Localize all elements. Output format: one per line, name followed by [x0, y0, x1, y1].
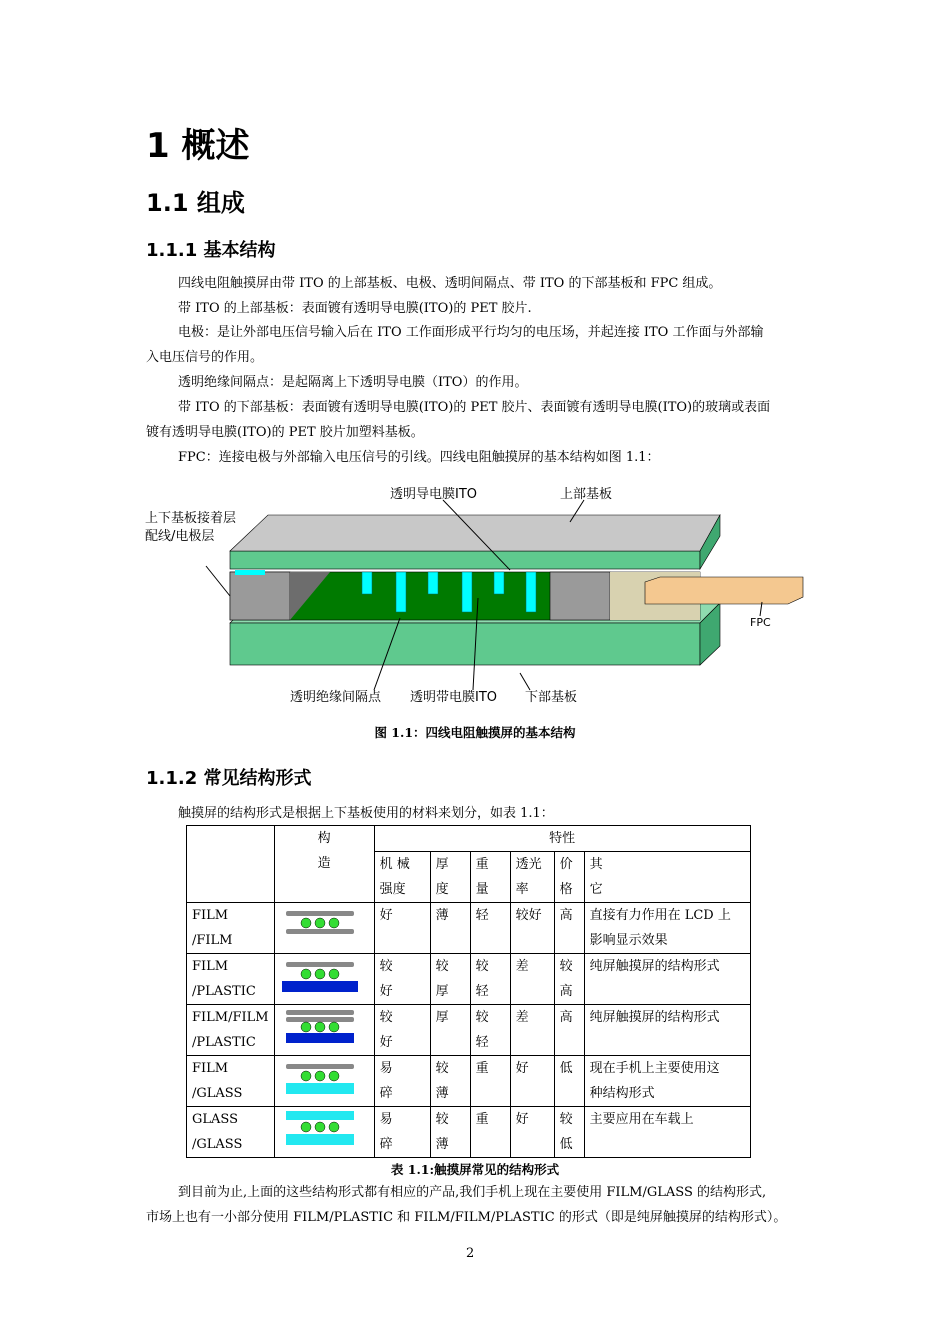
table-header-cell: 价 格	[554, 852, 584, 903]
cell: 较 薄	[430, 1056, 470, 1107]
table-header-cell: 机 械 强度	[374, 852, 430, 903]
paragraph: 透明绝缘间隔点：是起隔离上下透明导电膜（ITO）的作用。	[178, 375, 528, 390]
row-name: FILM /FILM	[187, 903, 275, 954]
table-header-structure: 构 造	[274, 826, 374, 903]
paragraph: 带 ITO 的下部基板：表面镀有透明导电膜(ITO)的 PET 胶片、表面镀有透明导电膜(ITO)的玻璃或表面	[178, 400, 771, 415]
cell: 好	[510, 1056, 554, 1107]
label-bottom-ito: 透明带电膜ITO	[410, 690, 498, 705]
paragraph: 镀有透明导电膜(ITO)的 PET 胶片加塑料基板。	[146, 425, 424, 440]
paragraph: 入电压信号的作用。	[146, 350, 264, 365]
row-name: FILM /GLASS	[187, 1056, 275, 1107]
cell: 重	[470, 1056, 510, 1107]
subsection-title-basic-structure: 1.1.1 基本结构	[146, 240, 276, 261]
spacer-dot	[428, 572, 438, 594]
cell: 较 好	[374, 954, 430, 1005]
table-caption: 表 1.1:触摸屏常见的结构形式	[390, 1162, 560, 1177]
cell: 纯屏触摸屏的结构形式	[584, 1005, 750, 1056]
cell: 重	[470, 1107, 510, 1158]
cell: 高	[554, 903, 584, 954]
cell: 现在手机上主要使用这 种结构形式	[584, 1056, 750, 1107]
cell: 薄	[430, 903, 470, 954]
cell: 厚	[430, 1005, 470, 1056]
table-row	[187, 1107, 751, 1158]
spacer-dot	[462, 572, 472, 612]
label-ito-film: 透明导电膜ITO	[390, 487, 478, 502]
fpc-strip	[645, 577, 803, 604]
table-header-cell: 其 它	[584, 852, 750, 903]
table-header-cell: 厚 度	[430, 852, 470, 903]
cell: 易 碎	[374, 1107, 430, 1158]
cell: 纯屏触摸屏的结构形式	[584, 954, 750, 1005]
paragraph: 市场上也有一小部分使用 FILM/PLASTIC 和 FILM/FILM/PLASTIC 的形式（即是纯屏触摸屏的结构形式）。	[146, 1210, 787, 1225]
table-row	[187, 903, 751, 954]
row-name: GLASS /GLASS	[187, 1107, 275, 1158]
label-adhesive-2: 配线/电极层	[145, 529, 215, 544]
film-film-plastic-icon	[274, 1005, 374, 1056]
cell: 较 低	[554, 1107, 584, 1158]
cell: 差	[510, 1005, 554, 1056]
structure-table	[186, 825, 751, 1158]
paragraph: FPC：连接电极与外部输入电压信号的引线。四线电阻触摸屏的基本结构如图 1.1：	[178, 450, 660, 465]
label-bottom-substrate: 下部基板	[525, 690, 578, 705]
leader-line	[206, 566, 230, 596]
cell: 较好	[510, 903, 554, 954]
spacer-dot	[526, 572, 536, 612]
row-name: FILM /PLASTIC	[187, 954, 275, 1005]
label-adhesive-1: 上下基板接着层	[145, 511, 237, 526]
spacer-dot	[494, 572, 504, 594]
cell: 主要应用在车载上	[584, 1107, 750, 1158]
cell: 较 高	[554, 954, 584, 1005]
cell: 较 薄	[430, 1107, 470, 1158]
cell: 好	[510, 1107, 554, 1158]
cell: 低	[554, 1056, 584, 1107]
subsection-title-common-forms: 1.1.2 常见结构形式	[146, 768, 312, 789]
table-row	[187, 1056, 751, 1107]
left-adhesive	[230, 572, 290, 620]
cell: 较 厚	[430, 954, 470, 1005]
cell: 高	[554, 1005, 584, 1056]
film-plastic-icon	[274, 954, 374, 1005]
table-header-properties: 特性	[374, 826, 750, 852]
table-row	[187, 954, 751, 1005]
film-film-icon	[274, 903, 374, 954]
electrode-strip	[235, 570, 265, 575]
paragraph: 四线电阻触摸屏由带 ITO 的上部基板、电极、透明间隔点、带 ITO 的下部基板和 FPC 组成。	[178, 276, 722, 291]
bottom-substrate	[230, 623, 700, 665]
cell: 较 好	[374, 1005, 430, 1056]
cell: 直接有力作用在 LCD 上 影响显示效果	[584, 903, 750, 954]
label-spacer: 透明绝缘间隔点	[290, 690, 382, 705]
label-top-substrate: 上部基板	[560, 487, 613, 502]
chapter-title: 1 概述	[146, 126, 250, 166]
film-glass-icon	[274, 1056, 374, 1107]
spacer-dot	[396, 572, 406, 612]
paragraph: 触摸屏的结构形式是根据上下基板使用的材料来划分，如表 1.1：	[178, 806, 554, 821]
cell: 差	[510, 954, 554, 1005]
section-title: 1.1 组成	[146, 189, 245, 217]
table-header-cell: 透光 率	[510, 852, 554, 903]
row-name: FILM/FILM /PLASTIC	[187, 1005, 275, 1056]
cell: 易 碎	[374, 1056, 430, 1107]
label-fpc: FPC	[750, 616, 771, 629]
leader-line	[520, 673, 530, 690]
page-number: 2	[466, 1246, 475, 1261]
table-header-cell: 重 量	[470, 852, 510, 903]
paragraph: 带 ITO 的上部基板：表面镀有透明导电膜(ITO)的 PET 胶片.	[178, 301, 532, 316]
paragraph: 到目前为止,上面的这些结构形式都有相应的产品,我们手机上现在主要使用 FILM/GLASS 的结构形式,	[178, 1185, 767, 1200]
cell: 好	[374, 903, 430, 954]
table-corner	[187, 826, 275, 903]
cell: 较 轻	[470, 1005, 510, 1056]
figure-caption: 图 1.1：四线电阻触摸屏的基本结构	[374, 725, 576, 740]
glass-glass-icon	[274, 1107, 374, 1158]
spacer-dot	[362, 572, 372, 594]
cell: 轻	[470, 903, 510, 954]
cell: 较 轻	[470, 954, 510, 1005]
table-row	[187, 1005, 751, 1056]
touchscreen-structure-diagram	[140, 478, 820, 708]
paragraph: 电极：是让外部电压信号输入后在 ITO 工作面形成平行均匀的电压场，并起连接 ITO 工作面与外部输	[178, 325, 764, 340]
top-green-layer	[230, 551, 700, 569]
right-adhesive	[550, 572, 610, 620]
